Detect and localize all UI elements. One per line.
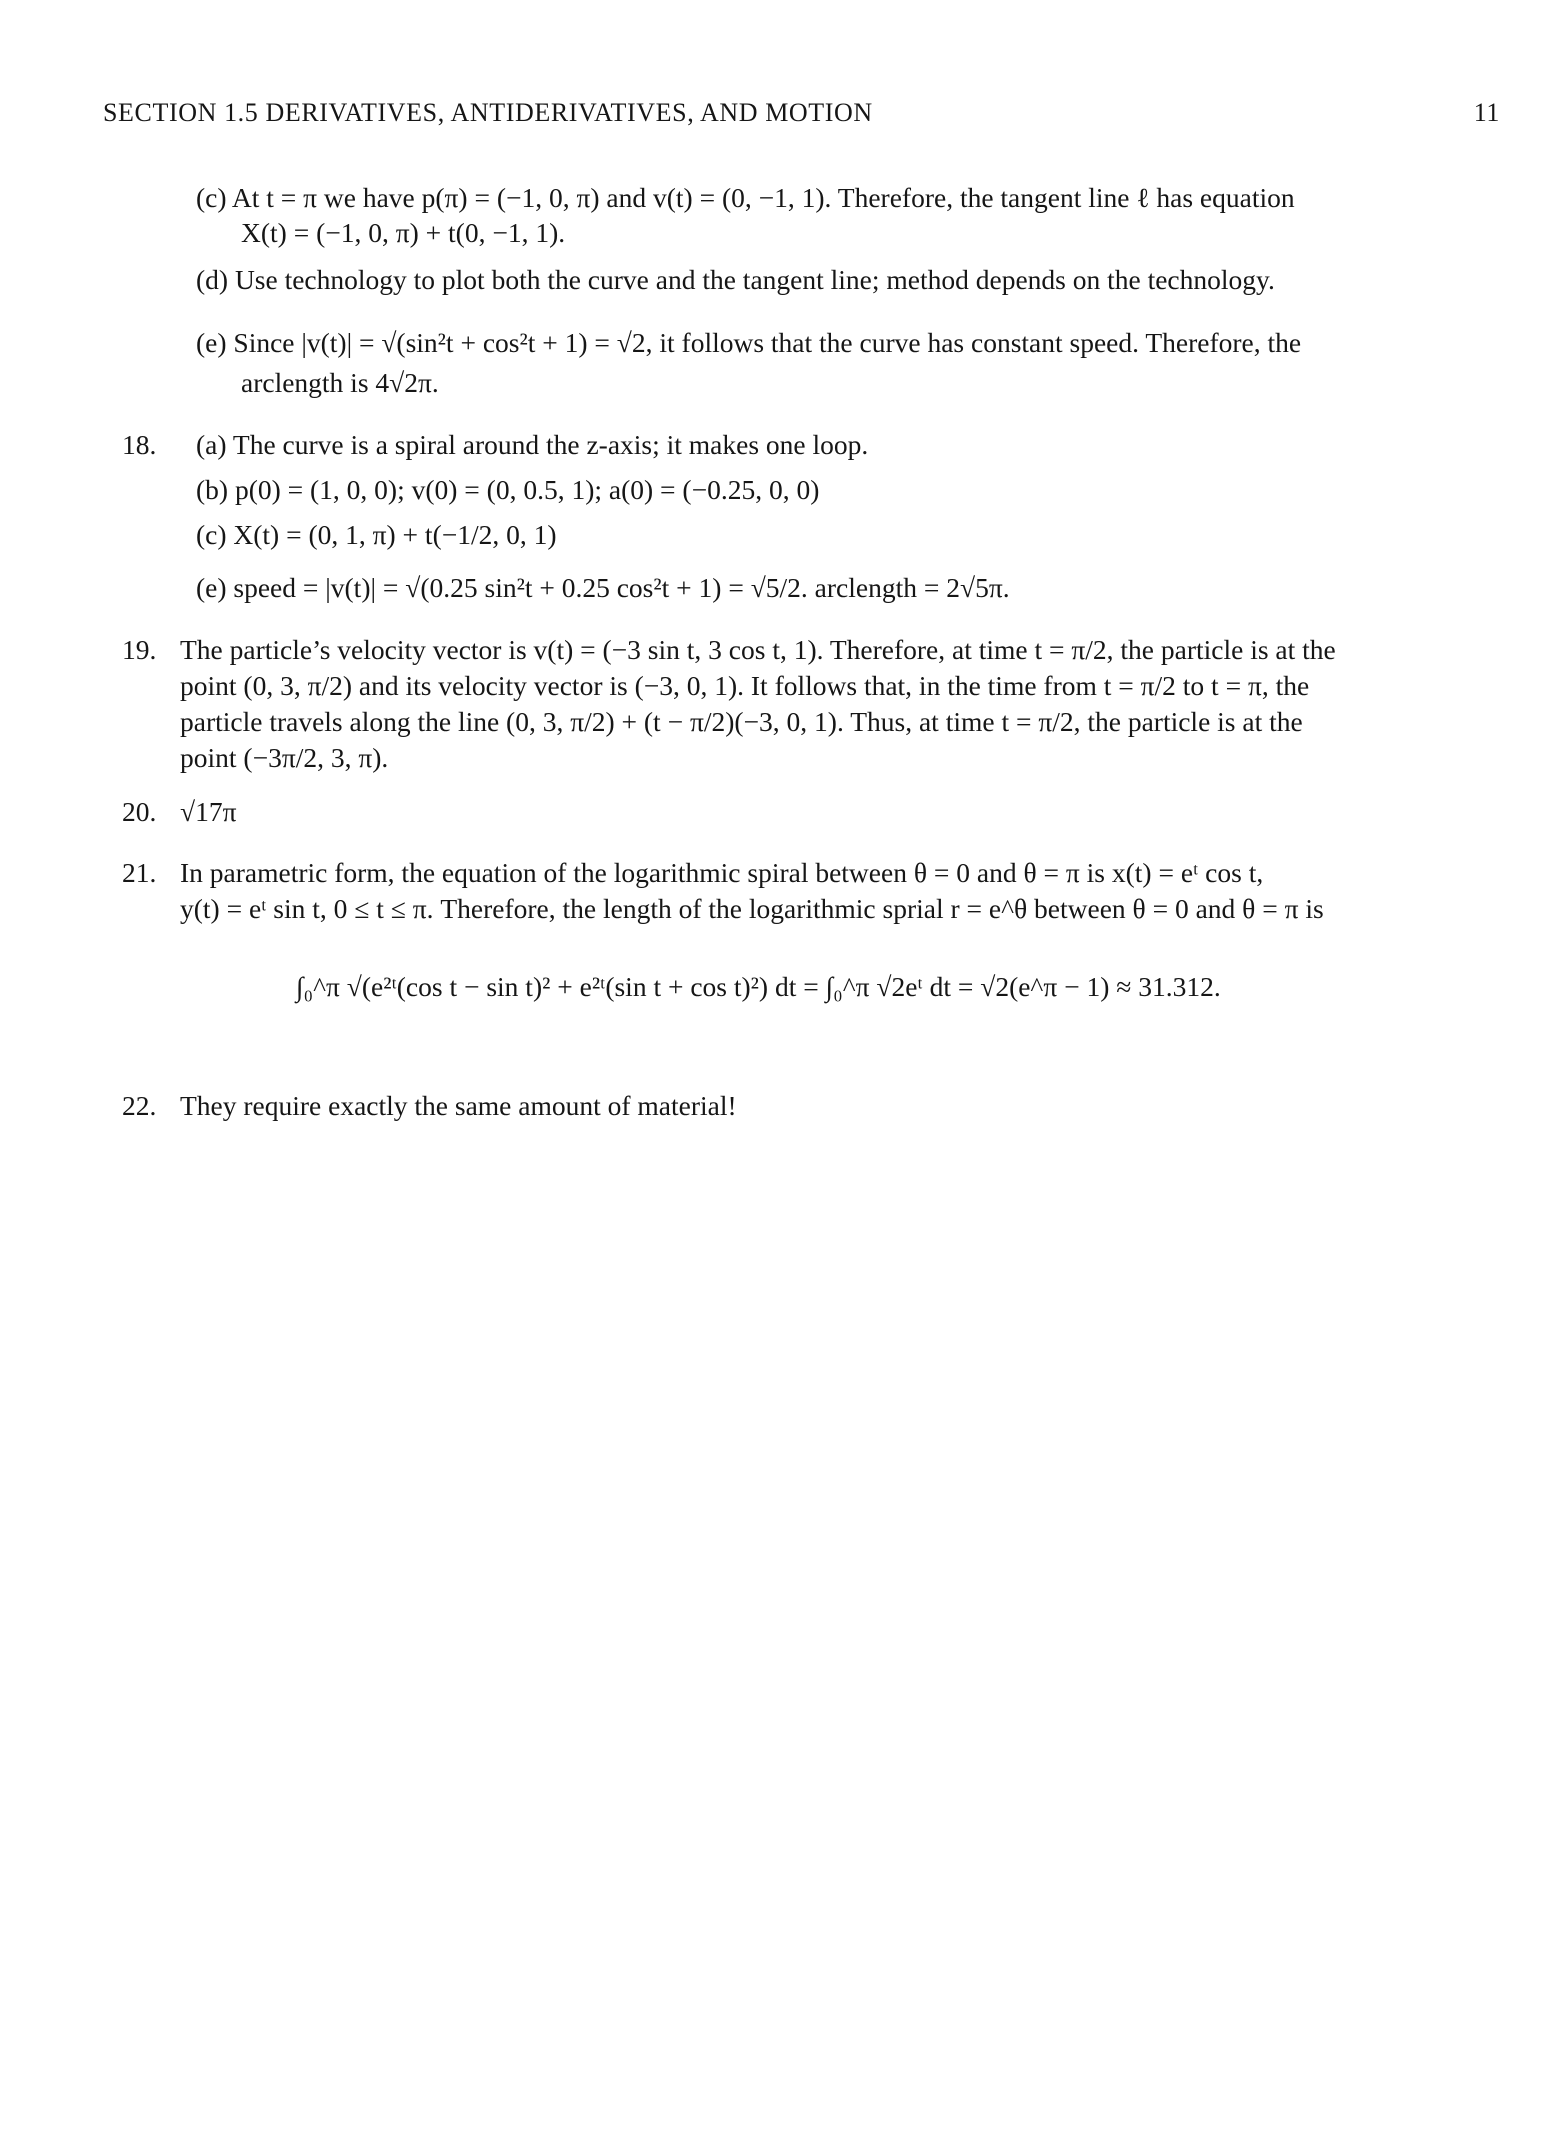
p17-c-line1: (c) At t = π we have p(π) = (−1, 0, π) and v(t) = (0, −1, 1). Therefore, the tangent line ℓ has equation bbox=[196, 182, 1295, 213]
p22-number: 22. bbox=[122, 1090, 157, 1121]
p20-answer: √17π bbox=[180, 796, 237, 827]
p19-line1: The particle’s velocity vector is v(t) = (−3 sin t, 3 cos t, 1). Therefore, at time t = π/2, the particle is at the bbox=[180, 634, 1336, 665]
p21-line2: y(t) = eᵗ sin t, 0 ≤ t ≤ π. Therefore, the length of the logarithmic sprial r = e^θ between θ = 0 and θ = π is bbox=[180, 893, 1324, 924]
p21-number: 21. bbox=[122, 857, 157, 888]
section-title: SECTION 1.5 DERIVATIVES, ANTIDERIVATIVES, AND MOTION bbox=[103, 98, 873, 127]
p18-e: (e) speed = |v(t)| = √(0.25 sin²t + 0.25 cos²t + 1) = √5/2. arclength = 2√5π. bbox=[196, 572, 1010, 603]
p21-line1: In parametric form, the equation of the logarithmic spiral between θ = 0 and θ = π is x(t) = eᵗ cos t, bbox=[180, 857, 1264, 888]
p17-e-line1: (e) Since |v(t)| = √(sin²t + cos²t + 1) = √2, it follows that the curve has constant speed. Therefore, the bbox=[196, 327, 1302, 358]
p19-line3: particle travels along the line (0, 3, π/2) + (t − π/2)(−3, 0, 1). Thus, at time t = π/2, the particle is at the bbox=[180, 706, 1303, 737]
p19-number: 19. bbox=[122, 634, 157, 665]
running-header bbox=[103, 98, 1500, 138]
p18-a: (a) The curve is a spiral around the z-axis; it makes one loop. bbox=[196, 429, 869, 460]
p18-c: (c) X(t) = (0, 1, π) + t(−1/2, 0, 1) bbox=[196, 519, 557, 550]
p18-number: 18. bbox=[122, 429, 157, 460]
p20-number: 20. bbox=[122, 796, 157, 827]
p22-text: They require exactly the same amount of material! bbox=[180, 1090, 737, 1121]
p21-integral-equation: ∫₀^π √(e²ᵗ(cos t − sin t)² + e²ᵗ(sin t + cos t)²) dt = ∫₀^π √2eᵗ dt = √2(e^π − 1) ≈ 31.312. bbox=[296, 971, 1221, 1002]
p18-b: (b) p(0) = (1, 0, 0); v(0) = (0, 0.5, 1); a(0) = (−0.25, 0, 0) bbox=[196, 474, 820, 505]
p19-line2: point (0, 3, π/2) and its velocity vector is (−3, 0, 1). It follows that, in the time from t = π/2 to t = π, the bbox=[180, 670, 1310, 701]
p19-line4: point (−3π/2, 3, π). bbox=[180, 742, 389, 773]
p17-e-line2: arclength is 4√2π. bbox=[241, 367, 439, 398]
page-number: 11 bbox=[1473, 98, 1500, 127]
p17-d: (d) Use technology to plot both the curve and the tangent line; method depends on the technology. bbox=[196, 264, 1275, 295]
p17-c-line2: X(t) = (−1, 0, π) + t(0, −1, 1). bbox=[241, 217, 566, 248]
